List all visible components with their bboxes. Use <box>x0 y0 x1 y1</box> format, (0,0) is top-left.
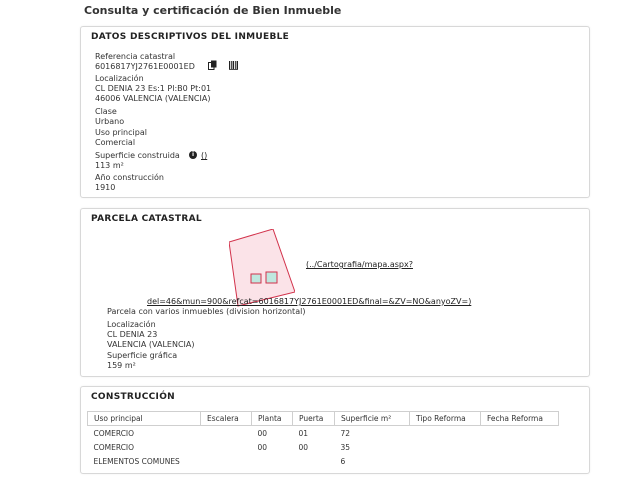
cell-superficie: 35 <box>340 442 351 452</box>
parcela-localizacion-line1: CL DENIA 23 <box>107 330 158 339</box>
parcela-localizacion-label: Localización <box>107 320 156 329</box>
cell-fecha-reforma <box>481 426 559 441</box>
cell-superficie: 6 <box>340 456 346 466</box>
datos-descriptivos-panel <box>80 26 590 198</box>
barcode-icon[interactable] <box>229 60 239 73</box>
cell-uso: COMERCIO <box>93 428 135 438</box>
copy-icon[interactable] <box>208 60 217 73</box>
cell-tipo-reforma <box>410 440 481 454</box>
clase-value: Urbano <box>95 117 125 126</box>
localizacion-line1: CL DENIA 23 Es:1 Pl:B0 Pt:01 <box>95 84 212 93</box>
uso-principal-label: Uso principal <box>95 128 147 137</box>
cell-puerta: 01 <box>298 428 309 438</box>
ref-catastral-value[interactable]: 6016817YJ2761E0001ED <box>95 62 195 71</box>
col-tipo-reforma: Tipo Reforma <box>410 412 481 426</box>
table-header-row <box>88 412 559 426</box>
cell-puerta <box>293 454 335 468</box>
localizacion-line2: 46006 VALENCIA (VALENCIA) <box>95 94 211 103</box>
cell-tipo-reforma <box>410 426 481 441</box>
parcela-catastral-panel <box>80 208 590 377</box>
cell-superficie: 72 <box>340 428 351 438</box>
col-escalera: Escalera <box>201 412 252 426</box>
parcela-localizacion-line2: VALENCIA (VALENCIA) <box>107 340 195 349</box>
construccion-panel-title: CONSTRUCCIÓN <box>91 392 175 402</box>
unit-shape-2 <box>266 272 277 283</box>
parcel-map[interactable] <box>229 229 295 307</box>
col-superficie: Superficie m² <box>335 412 410 426</box>
superficie-grafica-value: 159 m² <box>107 361 136 370</box>
unit-shape-1 <box>251 274 261 283</box>
col-uso-principal: Uso principal <box>88 412 201 426</box>
parcela-panel-title: PARCELA CATASTRAL <box>91 214 202 224</box>
cell-escalera <box>201 440 252 454</box>
superficie-grafica-label: Superficie gráfica <box>107 351 178 360</box>
ref-catastral-label: Referencia catastral <box>95 52 176 61</box>
superficie-info-link[interactable]: () <box>201 151 208 160</box>
cell-planta: 00 <box>257 428 268 438</box>
parcela-description: Parcela con varios inmuebles (division horizontal) <box>107 307 306 316</box>
table-row <box>88 454 559 468</box>
localizacion-label: Localización <box>95 74 144 83</box>
cell-fecha-reforma <box>481 454 559 468</box>
cell-planta <box>252 454 293 468</box>
superficie-construida-value: 113 m² <box>95 161 124 170</box>
col-fecha-reforma: Fecha Reforma <box>481 412 559 426</box>
cell-escalera <box>201 454 252 468</box>
anio-construccion-label: Año construcción <box>95 173 164 182</box>
superficie-construida-label: Superficie construida <box>95 151 180 160</box>
construccion-panel <box>80 386 590 474</box>
cell-uso: ELEMENTOS COMUNES <box>93 456 180 466</box>
map-link-line1[interactable]: (../Cartografia/mapa.aspx? <box>306 260 413 269</box>
info-icon[interactable]: i <box>189 151 197 159</box>
cell-tipo-reforma <box>410 454 481 468</box>
cell-puerta: 00 <box>298 442 309 452</box>
cell-escalera <box>201 426 252 441</box>
page-title: Consulta y certificación de Bien Inmueble <box>84 4 342 17</box>
col-puerta: Puerta <box>293 412 335 426</box>
anio-construccion-value: 1910 <box>95 183 116 192</box>
parcel-shape <box>229 229 295 306</box>
construccion-table <box>87 411 559 468</box>
datos-panel-title: DATOS DESCRIPTIVOS DEL INMUEBLE <box>91 32 290 42</box>
col-planta: Planta <box>252 412 293 426</box>
cell-planta: 00 <box>257 442 268 452</box>
cell-fecha-reforma <box>481 440 559 454</box>
cell-uso: COMERCIO <box>93 442 135 452</box>
map-link-line2[interactable]: del=46&mun=900&refcat=6016817YJ2761E0001ED&final=&ZV=NO&anyoZV=) <box>147 297 472 306</box>
table-row <box>88 426 559 441</box>
uso-principal-value: Comercial <box>95 138 136 147</box>
clase-label: Clase <box>95 107 117 116</box>
table-row <box>88 440 559 454</box>
